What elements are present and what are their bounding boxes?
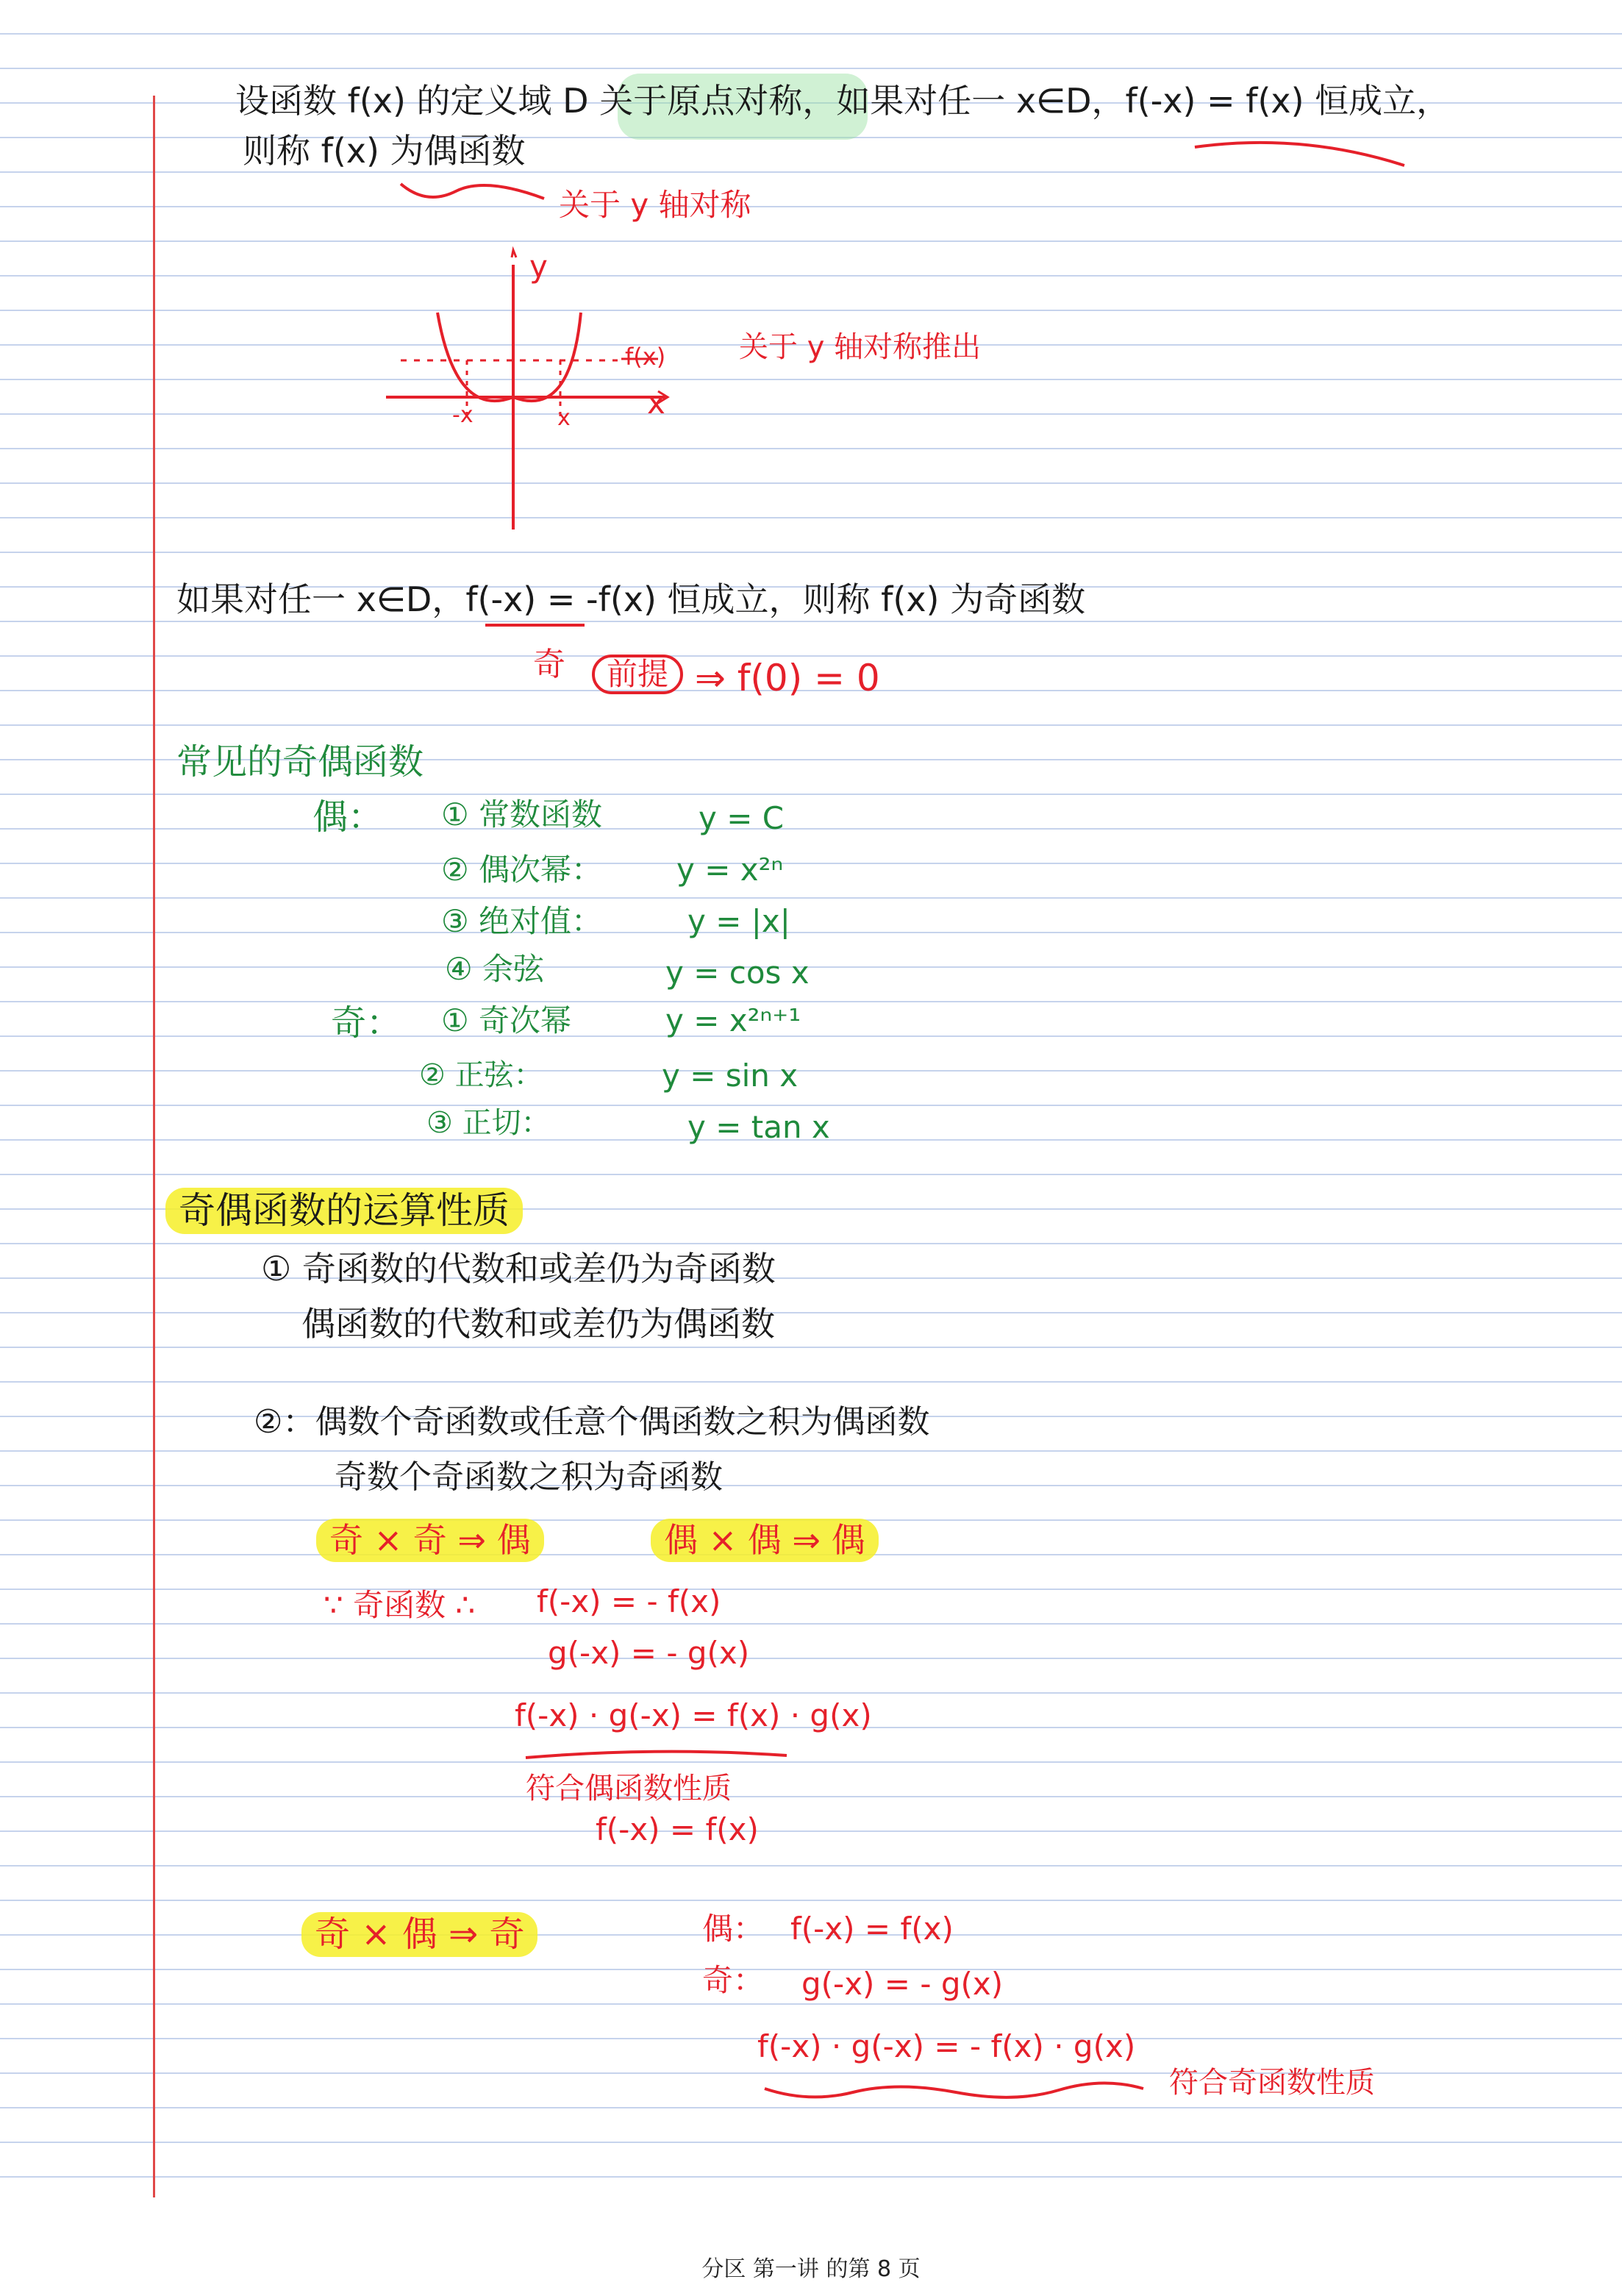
red-underline-odd (485, 619, 588, 634)
even-item-4-name: ④ 余弦 (445, 951, 545, 987)
rule-1b: 偶函数的代数和或差仍为偶函数 (301, 1304, 775, 1344)
odd-label: 奇： (331, 1002, 402, 1044)
rule-2b: 奇数个奇函数之积为奇函数 (335, 1458, 723, 1496)
fx-label: f(x) (625, 343, 666, 371)
proof1-line-1: f(-x) = - f(x) (537, 1583, 721, 1619)
rule-2a: ②：偶数个奇函数或任意个偶函数之积为偶函数 (254, 1403, 930, 1441)
odd-marker: 奇 (533, 646, 565, 683)
parabola-curve (437, 313, 581, 401)
graph-side-note: 关于 y 轴对称推出 (739, 330, 982, 364)
premise-implication: ⇒ f(0) = 0 (695, 657, 880, 699)
proof1-line-5: f(-x) = f(x) (596, 1811, 759, 1847)
even-item-1-name: ① 常数函数 (441, 796, 603, 833)
proof2-even-eq: f(-x) = f(x) (790, 1911, 954, 1947)
common-title: 常见的奇偶函数 (176, 741, 424, 782)
odd-item-2-formula: y = sin x (662, 1058, 799, 1094)
definition-line-2: 则称 f(x) 为偶函数 (243, 131, 526, 171)
odd-item-1-name: ① 奇次幂 (441, 1002, 572, 1038)
page-footer: 分区 第一讲 的第 8 页 (701, 2256, 921, 2282)
odd-item-1-formula: y = x²ⁿ⁺¹ (665, 1002, 801, 1038)
even-item-1-formula: y = C (699, 800, 785, 836)
proof1-lead: ∵ 奇函数 ∴ (324, 1587, 476, 1623)
x-axis-label: x (647, 385, 665, 421)
premise-circle: 前提 (592, 655, 683, 694)
rule-1a: ① 奇函数的代数和或差仍为奇函数 (261, 1249, 776, 1288)
proof1-line-3: f(-x) · g(-x) = f(x) · g(x) (515, 1697, 872, 1733)
pos-x-label: x (557, 405, 571, 431)
neg-x-label: -x (452, 402, 474, 428)
odd-item-3-formula: y = tan x (687, 1109, 830, 1145)
proof2-even: 偶： (702, 1911, 765, 1947)
even-item-3-formula: y = |x| (687, 903, 790, 939)
ops-title: 奇偶函数的运算性质 (165, 1188, 523, 1234)
definition-line-1: 设函数 f(x) 的定义域 D 关于原点对称，如果对任一 x∈D，f(-x) = f(x) 恒成立， (235, 81, 1451, 121)
proof2-odd-eq: g(-x) = - g(x) (801, 1966, 1004, 2002)
proof1-line-2: g(-x) = - g(x) (548, 1635, 750, 1671)
even-item-3-name: ③ 绝对值： (441, 903, 603, 939)
box-odd-times-even: 奇 × 偶 ⇒ 奇 (301, 1912, 537, 1957)
margin-line (153, 96, 155, 2197)
even-item-4-formula: y = cos x (665, 955, 810, 991)
even-item-2-formula: y = x²ⁿ (676, 852, 784, 888)
proof2-note: 符合奇函数性质 (1169, 2066, 1375, 2100)
odd-definition: 如果对任一 x∈D，f(-x) = -f(x) 恒成立，则称 f(x) 为奇函数 (176, 580, 1086, 619)
red-underline-top (1191, 132, 1412, 177)
proof2-product: f(-x) · g(-x) = - f(x) · g(x) (757, 2028, 1136, 2064)
proof1-line-4: 符合偶函数性质 (526, 1772, 732, 1805)
y-axis-note: 关于 y 轴对称 (559, 187, 751, 223)
odd-item-2-name: ② 正弦： (419, 1058, 543, 1092)
y-axis-label: y (529, 249, 548, 285)
parabola-graph (368, 250, 691, 537)
red-squiggle (397, 177, 559, 213)
box-odd-times-odd: 奇 × 奇 ⇒ 偶 (316, 1519, 544, 1562)
odd-item-3-name: ③ 正切： (426, 1106, 551, 1140)
proof2-underline (765, 2081, 1147, 2103)
proof1-underline (526, 1747, 790, 1769)
even-item-2-name: ② 偶次幂： (441, 852, 603, 888)
even-label: 偶： (312, 796, 384, 838)
proof2-odd: 奇： (702, 1962, 765, 1998)
box-even-times-even: 偶 × 偶 ⇒ 偶 (651, 1519, 879, 1562)
